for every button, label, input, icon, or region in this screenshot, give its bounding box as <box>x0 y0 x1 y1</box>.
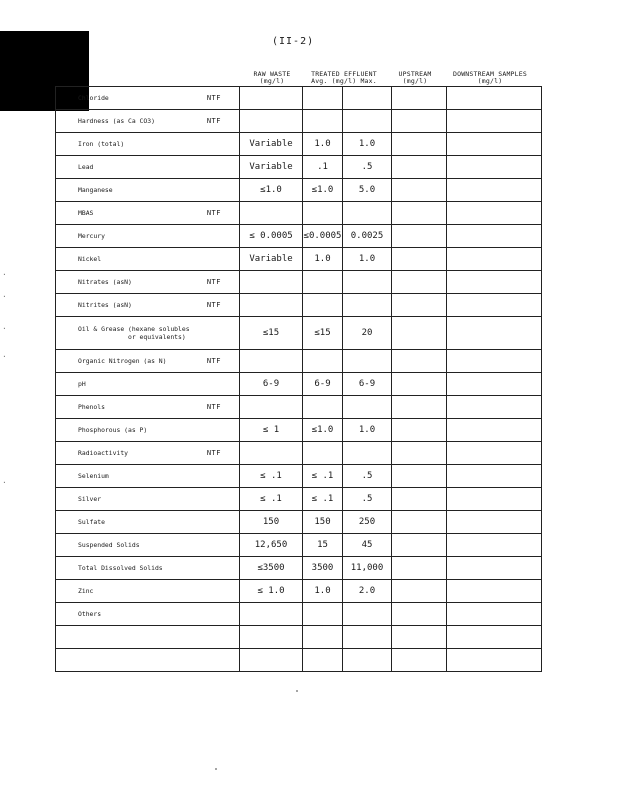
raw-waste-cell <box>240 396 303 419</box>
upstream-cell <box>392 350 447 373</box>
raw-waste-cell: ≤ .1 <box>240 465 303 488</box>
parameter-cell <box>56 133 240 156</box>
upstream-cell <box>392 156 447 179</box>
ntf-mark: NTF <box>206 209 221 217</box>
parameter-cell <box>56 534 240 557</box>
effluent-max-cell: 0.0025 <box>343 225 392 248</box>
downstream-cell <box>447 156 542 179</box>
ntf-mark: NTF <box>206 117 221 125</box>
raw-waste-cell: ≤ 1 <box>240 419 303 442</box>
downstream-cell <box>447 488 542 511</box>
parameter-cell <box>56 396 240 419</box>
effluent-max-cell <box>343 202 392 225</box>
effluent-max-cell <box>343 603 392 626</box>
scan-speck <box>215 768 217 770</box>
raw-waste-cell <box>240 110 303 133</box>
parameter-cell <box>56 350 240 373</box>
raw-waste-cell: Variable <box>240 248 303 271</box>
effluent-max-cell: .5 <box>343 465 392 488</box>
parameter-cell <box>56 373 240 396</box>
parameter-name: Phosphorous (as P) <box>78 426 148 434</box>
raw-waste-cell: 150 <box>240 511 303 534</box>
ntf-mark: NTF <box>206 403 221 411</box>
effluent-avg-cell <box>303 396 343 419</box>
table-row <box>56 271 542 294</box>
parameter-name: pH <box>78 380 86 388</box>
parameter-cell <box>56 488 240 511</box>
effluent-max-cell: 5.0 <box>343 179 392 202</box>
effluent-avg-cell: ≤ .1 <box>303 465 343 488</box>
upstream-cell <box>392 488 447 511</box>
parameter-name-line2: or equivalents) <box>128 333 186 341</box>
downstream-cell <box>447 248 542 271</box>
downstream-cell <box>447 511 542 534</box>
raw-waste-cell <box>240 87 303 110</box>
downstream-cell <box>447 350 542 373</box>
parameter-name: Chloride <box>78 94 109 102</box>
effluent-max-cell: 2.0 <box>343 580 392 603</box>
raw-waste-cell <box>240 350 303 373</box>
effluent-max-cell <box>343 271 392 294</box>
downstream-cell <box>447 202 542 225</box>
parameter-name: Manganese <box>78 186 113 194</box>
upstream-cell <box>392 133 447 156</box>
parameter-name: Hardness (as Ca CO3) <box>78 117 155 125</box>
effluent-max-cell <box>343 110 392 133</box>
parameter-cell <box>56 271 240 294</box>
margin-mark: · <box>2 270 7 279</box>
ntf-mark: NTF <box>206 278 221 286</box>
effluent-max-cell <box>343 442 392 465</box>
downstream-cell <box>447 317 542 350</box>
downstream-cell <box>447 373 542 396</box>
parameter-cell <box>56 557 240 580</box>
table-row <box>56 649 542 672</box>
raw-waste-cell: ≤ .1 <box>240 488 303 511</box>
parameter-cell <box>56 626 240 649</box>
effluent-avg-cell: 3500 <box>303 557 343 580</box>
margin-mark: · <box>2 324 7 333</box>
table-row <box>56 534 542 557</box>
effluent-avg-cell: ≤1.0 <box>303 179 343 202</box>
effluent-avg-cell <box>303 442 343 465</box>
upstream-cell <box>392 649 447 672</box>
parameter-name: Nickel <box>78 255 102 263</box>
upstream-cell <box>392 373 447 396</box>
downstream-cell <box>447 133 542 156</box>
effluent-max-cell: 1.0 <box>343 419 392 442</box>
effluent-avg-cell <box>303 87 343 110</box>
page-number: (II-2) <box>272 36 315 47</box>
effluent-max-cell <box>343 350 392 373</box>
upstream-cell <box>392 396 447 419</box>
table-row <box>56 511 542 534</box>
effluent-avg-cell: 15 <box>303 534 343 557</box>
downstream-cell <box>447 419 542 442</box>
parameter-cell <box>56 202 240 225</box>
raw-waste-cell <box>240 202 303 225</box>
parameter-name: Total Dissolved Solids <box>78 564 163 572</box>
downstream-cell <box>447 179 542 202</box>
downstream-header: DOWNSTREAM SAMPLES (mg/l) <box>452 70 528 85</box>
downstream-cell <box>447 110 542 133</box>
effluent-max-cell <box>343 626 392 649</box>
upstream-cell <box>392 202 447 225</box>
table-row <box>56 373 542 396</box>
downstream-cell <box>447 294 542 317</box>
table-row <box>56 87 542 110</box>
effluent-avg-cell: ≤0.0005 <box>303 225 343 248</box>
upstream-cell <box>392 110 447 133</box>
raw-waste-cell: ≤ 0.0005 <box>240 225 303 248</box>
parameter-name: Radioactivity <box>78 449 129 457</box>
effluent-avg-cell: ≤ .1 <box>303 488 343 511</box>
parameter-name: MBAS <box>78 209 94 217</box>
scan-speck <box>296 690 298 692</box>
upstream-header: UPSTREAM (mg/l) <box>398 70 432 85</box>
effluent-max-cell: 1.0 <box>343 248 392 271</box>
table-row <box>56 488 542 511</box>
upstream-cell <box>392 442 447 465</box>
effluent-avg-cell: 1.0 <box>303 580 343 603</box>
effluent-avg-cell: 1.0 <box>303 248 343 271</box>
effluent-avg-cell <box>303 626 343 649</box>
upstream-cell <box>392 603 447 626</box>
parameter-cell <box>56 419 240 442</box>
parameter-cell <box>56 511 240 534</box>
ntf-mark: NTF <box>206 94 221 102</box>
upstream-cell <box>392 534 447 557</box>
effluent-avg-cell: .1 <box>303 156 343 179</box>
parameter-cell <box>56 465 240 488</box>
upstream-cell <box>392 317 447 350</box>
effluent-max-cell: 6-9 <box>343 373 392 396</box>
effluent-max-cell <box>343 87 392 110</box>
parameter-name: Nitrites (asN) <box>78 301 132 309</box>
parameter-cell <box>56 580 240 603</box>
margin-mark: · <box>2 352 7 361</box>
table-row <box>56 442 542 465</box>
raw-waste-cell: ≤3500 <box>240 557 303 580</box>
downstream-cell <box>447 557 542 580</box>
table-row <box>56 419 542 442</box>
table-row <box>56 110 542 133</box>
downstream-cell <box>447 396 542 419</box>
table-row <box>56 248 542 271</box>
upstream-cell <box>392 511 447 534</box>
parameter-name: Silver <box>78 495 102 503</box>
downstream-cell <box>447 626 542 649</box>
downstream-cell <box>447 225 542 248</box>
ntf-mark: NTF <box>206 301 221 309</box>
parameter-name: Oil & Grease (hexane solubles <box>78 325 190 333</box>
table-row <box>56 317 542 350</box>
upstream-cell <box>392 271 447 294</box>
upstream-cell <box>392 87 447 110</box>
margin-mark: · <box>2 478 7 487</box>
parameter-name: Zinc <box>78 587 94 595</box>
effluent-avg-cell: ≤1.0 <box>303 419 343 442</box>
downstream-cell <box>447 271 542 294</box>
downstream-cell <box>447 580 542 603</box>
raw-waste-cell: ≤ 1.0 <box>240 580 303 603</box>
effluent-avg-cell: 150 <box>303 511 343 534</box>
downstream-cell <box>447 442 542 465</box>
effluent-limits-table <box>55 86 542 672</box>
upstream-cell <box>392 465 447 488</box>
parameter-cell <box>56 294 240 317</box>
raw-waste-cell: ≤15 <box>240 317 303 350</box>
effluent-avg-cell <box>303 294 343 317</box>
table-row <box>56 626 542 649</box>
effluent-avg-cell: ≤15 <box>303 317 343 350</box>
effluent-avg-cell <box>303 603 343 626</box>
upstream-cell <box>392 580 447 603</box>
parameter-name: Mercury <box>78 232 105 240</box>
downstream-cell <box>447 87 542 110</box>
downstream-cell <box>447 603 542 626</box>
parameter-cell <box>56 603 240 626</box>
parameter-name: Phenols <box>78 403 105 411</box>
ntf-mark: NTF <box>206 357 221 365</box>
parameter-cell <box>56 225 240 248</box>
table-row <box>56 465 542 488</box>
raw-waste-cell <box>240 294 303 317</box>
parameter-name: Lead <box>78 163 94 171</box>
effluent-max-cell: 1.0 <box>343 133 392 156</box>
parameter-name: Sulfate <box>78 518 105 526</box>
raw-waste-cell <box>240 649 303 672</box>
effluent-max-cell <box>343 649 392 672</box>
effluent-avg-cell <box>303 649 343 672</box>
parameter-cell <box>56 87 240 110</box>
upstream-cell <box>392 626 447 649</box>
parameter-cell <box>56 110 240 133</box>
effluent-max-cell: 11,000 <box>343 557 392 580</box>
parameter-name: Others <box>78 610 102 618</box>
table-row <box>56 350 542 373</box>
raw-waste-cell <box>240 603 303 626</box>
parameter-name: Organic Nitrogen (as N) <box>78 357 167 365</box>
margin-mark: · <box>2 292 7 301</box>
parameter-cell <box>56 649 240 672</box>
effluent-max-cell: 250 <box>343 511 392 534</box>
raw-waste-cell: ≤1.0 <box>240 179 303 202</box>
table-row <box>56 580 542 603</box>
raw-waste-header: RAW WASTE (mg/l) <box>253 70 291 85</box>
table-row <box>56 179 542 202</box>
treated-effluent-header: TREATED EFFLUENT Avg. (mg/l) Max. <box>311 70 377 85</box>
table-row <box>56 133 542 156</box>
upstream-cell <box>392 225 447 248</box>
ntf-mark: NTF <box>206 449 221 457</box>
effluent-avg-cell <box>303 350 343 373</box>
effluent-max-cell: 45 <box>343 534 392 557</box>
downstream-cell <box>447 649 542 672</box>
table-row <box>56 396 542 419</box>
upstream-cell <box>392 294 447 317</box>
raw-waste-cell <box>240 442 303 465</box>
effluent-max-cell <box>343 396 392 419</box>
effluent-max-cell <box>343 294 392 317</box>
table-row <box>56 294 542 317</box>
parameter-cell <box>56 248 240 271</box>
downstream-cell <box>447 534 542 557</box>
effluent-avg-cell <box>303 202 343 225</box>
downstream-cell <box>447 465 542 488</box>
raw-waste-cell <box>240 626 303 649</box>
table-row <box>56 225 542 248</box>
table-row <box>56 156 542 179</box>
parameter-name: Nitrates (asN) <box>78 278 132 286</box>
raw-waste-cell: Variable <box>240 133 303 156</box>
parameter-name: Suspended Solids <box>78 541 140 549</box>
table-row <box>56 557 542 580</box>
upstream-cell <box>392 248 447 271</box>
effluent-max-cell: .5 <box>343 156 392 179</box>
parameter-name: Selenium <box>78 472 109 480</box>
effluent-max-cell: 20 <box>343 317 392 350</box>
effluent-avg-cell: 1.0 <box>303 133 343 156</box>
raw-waste-cell: 6-9 <box>240 373 303 396</box>
table-row <box>56 603 542 626</box>
upstream-cell <box>392 419 447 442</box>
raw-waste-cell: 12,650 <box>240 534 303 557</box>
effluent-avg-cell <box>303 271 343 294</box>
parameter-name: Iron (total) <box>78 140 125 148</box>
parameter-cell <box>56 179 240 202</box>
upstream-cell <box>392 557 447 580</box>
table-row <box>56 202 542 225</box>
raw-waste-cell <box>240 271 303 294</box>
upstream-cell <box>392 179 447 202</box>
parameter-cell <box>56 156 240 179</box>
raw-waste-cell: Variable <box>240 156 303 179</box>
parameter-cell <box>56 442 240 465</box>
effluent-avg-cell <box>303 110 343 133</box>
effluent-avg-cell: 6-9 <box>303 373 343 396</box>
effluent-max-cell: .5 <box>343 488 392 511</box>
parameter-cell <box>56 317 240 350</box>
